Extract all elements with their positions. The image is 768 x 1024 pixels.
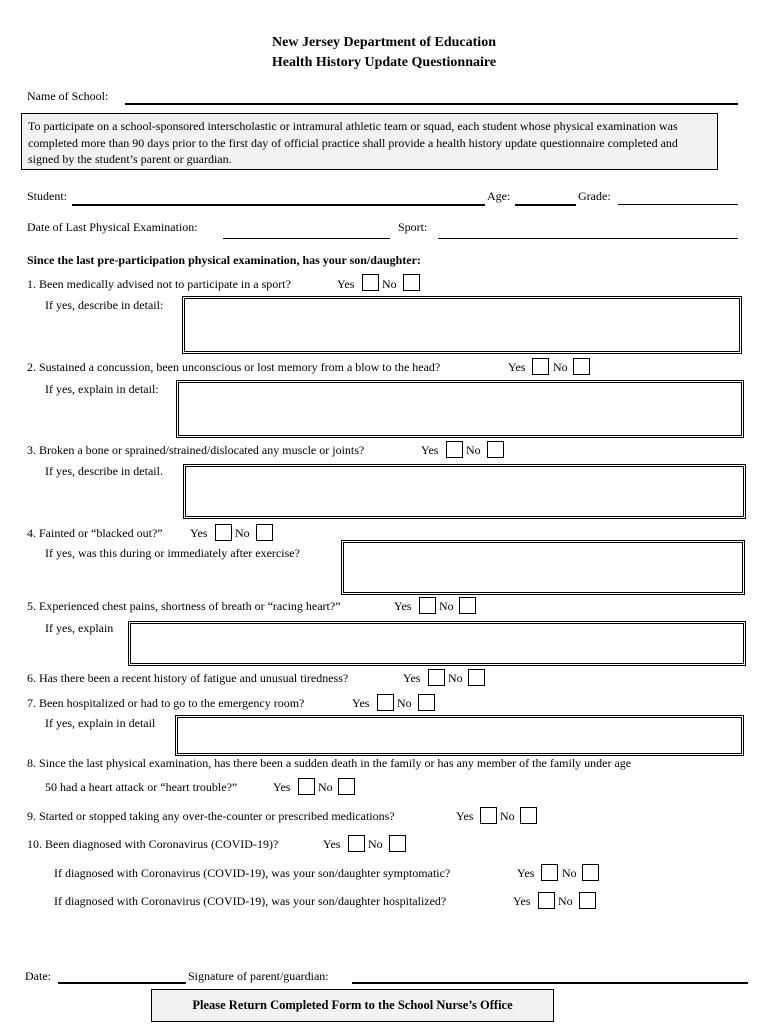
question-1-no-checkbox[interactable]: [403, 274, 420, 291]
eligibility-notice: To participate on a school-sponsored interscholastic or intramural athletic team or squad, each student whose physical examination was completed more than 90 days prior to the first day of official practice shall provide a health history update questionnaire completed and signed by the student’s parent or guardian.: [21, 113, 718, 170]
return-instructions: Please Return Completed Form to the School Nurse’s Office: [151, 989, 554, 1022]
signature-label: Signature of parent/guardian:: [188, 969, 329, 983]
no-label: No: [562, 866, 577, 880]
no-label: No: [382, 277, 397, 291]
no-label: No: [466, 443, 481, 457]
yes-label: Yes: [508, 360, 526, 374]
yes-label: Yes: [273, 780, 291, 794]
question-2-detail-label: If yes, explain in detail:: [45, 382, 159, 396]
form-agency-title: New Jersey Department of Education: [272, 35, 496, 50]
form-title: Health History Update Questionnaire: [271, 55, 497, 70]
question-1-detail-label: If yes, describe in detail:: [45, 298, 164, 312]
question-2-detail-box[interactable]: [176, 380, 744, 438]
yes-label: Yes: [513, 894, 531, 908]
question-10-symptomatic-no-checkbox[interactable]: [582, 864, 599, 881]
question-7-no-checkbox[interactable]: [418, 694, 435, 711]
question-10-text: 10. Been diagnosed with Coronavirus (COVID-19)?: [27, 837, 279, 851]
no-label: No: [397, 696, 412, 710]
question-3-no-checkbox[interactable]: [487, 441, 504, 458]
question-5-detail-label: If yes, explain: [45, 621, 114, 635]
yes-label: Yes: [337, 277, 355, 291]
question-3-detail-label: If yes, describe in detail.: [45, 464, 163, 478]
question-10-hospitalized-text: If diagnosed with Coronavirus (COVID-19), was your son/daughter hospitalized?: [54, 894, 447, 908]
student-label: Student:: [27, 189, 68, 203]
question-10-no-checkbox[interactable]: [389, 835, 406, 852]
no-label: No: [448, 671, 463, 685]
yes-label: Yes: [403, 671, 421, 685]
question-2-no-checkbox[interactable]: [573, 358, 590, 375]
question-6-no-checkbox[interactable]: [468, 669, 485, 686]
grade-field[interactable]: [618, 204, 738, 205]
sport-label: Sport:: [398, 220, 428, 234]
no-label: No: [235, 526, 250, 540]
question-4-no-checkbox[interactable]: [256, 524, 273, 541]
yes-label: Yes: [323, 837, 341, 851]
age-field[interactable]: [515, 204, 576, 206]
yes-label: Yes: [456, 809, 474, 823]
yes-label: Yes: [394, 599, 412, 613]
question-8-yes-checkbox[interactable]: [298, 778, 315, 795]
question-9-text: 9. Started or stopped taking any over-the-counter or prescribed medications?: [27, 809, 395, 823]
question-5-no-checkbox[interactable]: [459, 597, 476, 614]
question-9-no-checkbox[interactable]: [520, 807, 537, 824]
grade-label: Grade:: [578, 189, 611, 203]
question-5-detail-box[interactable]: [128, 621, 746, 666]
question-6-yes-checkbox[interactable]: [428, 669, 445, 686]
question-4-text: 4. Fainted or “blacked out?”: [27, 526, 163, 540]
question-1-text: 1. Been medically advised not to participate in a sport?: [27, 277, 291, 291]
date-field[interactable]: [58, 982, 186, 984]
question-8-text: 8. Since the last physical examination, has there been a sudden death in the family or has any member of the family under age: [27, 756, 632, 770]
question-4-yes-checkbox[interactable]: [215, 524, 232, 541]
question-10-symptomatic-text: If diagnosed with Coronavirus (COVID-19), was your son/daughter symptomatic?: [54, 866, 451, 880]
yes-label: Yes: [517, 866, 535, 880]
question-9-yes-checkbox[interactable]: [480, 807, 497, 824]
question-10-hospitalized-yes-checkbox[interactable]: [538, 892, 555, 909]
no-label: No: [318, 780, 333, 794]
question-10-symptomatic-yes-checkbox[interactable]: [541, 864, 558, 881]
question-7-text: 7. Been hospitalized or had to go to the emergency room?: [27, 696, 305, 710]
questions-intro: Since the last pre-participation physical examination, has your son/daughter:: [27, 253, 421, 267]
question-7-detail-box[interactable]: [175, 715, 744, 756]
question-1-detail-box[interactable]: [182, 296, 742, 354]
no-label: No: [558, 894, 573, 908]
question-7-yes-checkbox[interactable]: [377, 694, 394, 711]
signature-field[interactable]: [352, 982, 748, 984]
question-4-detail-box[interactable]: [341, 540, 745, 595]
sport-field[interactable]: [438, 238, 738, 239]
question-2-text: 2. Sustained a concussion, been unconscious or lost memory from a blow to the head?: [27, 360, 441, 374]
question-10-yes-checkbox[interactable]: [348, 835, 365, 852]
exam-date-field[interactable]: [223, 238, 390, 239]
question-4-detail-label: If yes, was this during or immediately after exercise?: [45, 546, 300, 560]
question-2-yes-checkbox[interactable]: [532, 358, 549, 375]
school-name-label: Name of School:: [27, 89, 109, 103]
age-label: Age:: [487, 189, 511, 203]
question-3-detail-box[interactable]: [183, 464, 746, 519]
date-label: Date:: [25, 969, 51, 983]
question-5-text: 5. Experienced chest pains, shortness of breath or “racing heart?”: [27, 599, 341, 613]
no-label: No: [439, 599, 454, 613]
yes-label: Yes: [421, 443, 439, 457]
no-label: No: [368, 837, 383, 851]
question-8-no-checkbox[interactable]: [338, 778, 355, 795]
question-10-hospitalized-no-checkbox[interactable]: [579, 892, 596, 909]
question-1-yes-checkbox[interactable]: [362, 274, 379, 291]
question-3-yes-checkbox[interactable]: [446, 441, 463, 458]
question-3-text: 3. Broken a bone or sprained/strained/dislocated any muscle or joints?: [27, 443, 365, 457]
student-name-field[interactable]: [72, 204, 485, 206]
no-label: No: [553, 360, 568, 374]
question-8-text-continued: 50 had a heart attack or “heart trouble?”: [45, 780, 238, 794]
exam-date-label: Date of Last Physical Examination:: [27, 220, 198, 234]
yes-label: Yes: [190, 526, 208, 540]
question-5-yes-checkbox[interactable]: [419, 597, 436, 614]
no-label: No: [500, 809, 515, 823]
question-7-detail-label: If yes, explain in detail: [45, 716, 156, 730]
yes-label: Yes: [352, 696, 370, 710]
school-name-field[interactable]: [125, 103, 738, 105]
question-6-text: 6. Has there been a recent history of fatigue and unusual tiredness?: [27, 671, 349, 685]
